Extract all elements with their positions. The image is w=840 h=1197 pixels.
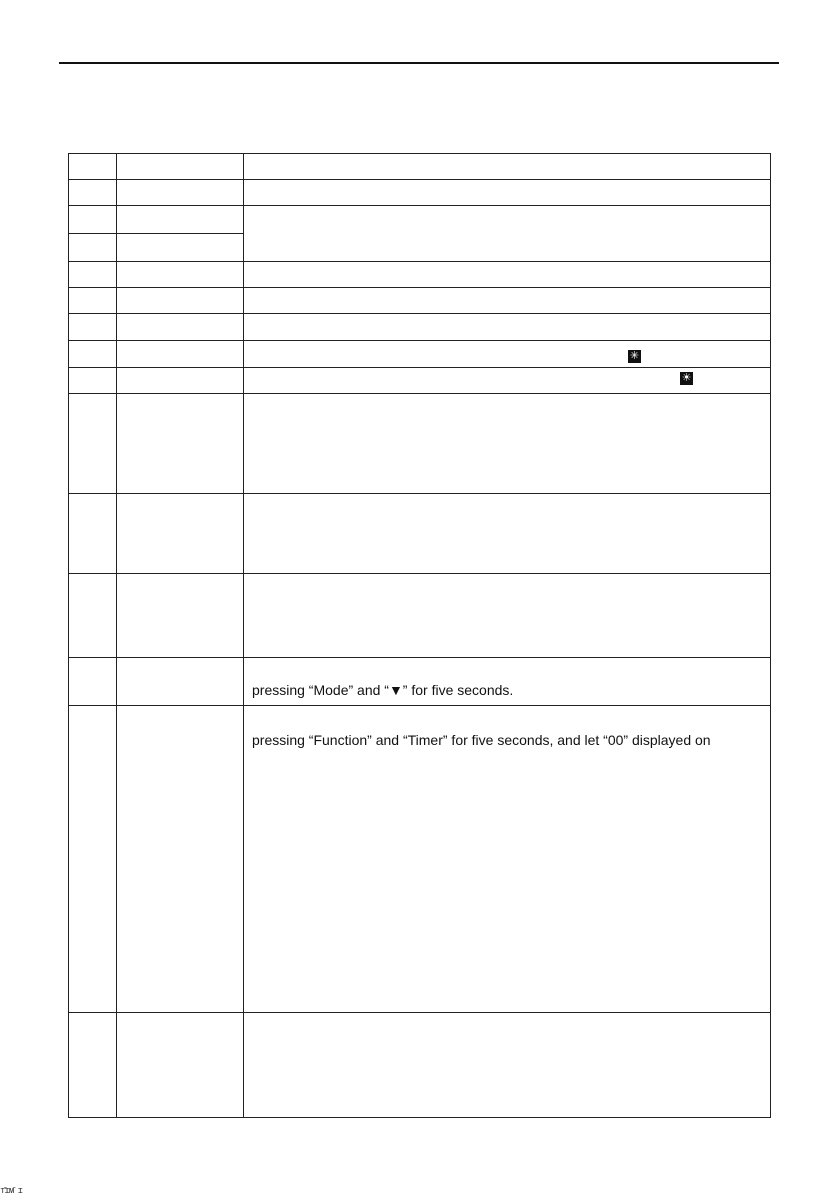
footer-mark: ᴛ̄ɪᴍ̄ ɪ <box>0 1186 23 1196</box>
table-row <box>69 341 771 368</box>
table-row <box>69 206 771 234</box>
header-rule <box>59 62 779 64</box>
table-row <box>69 154 771 180</box>
table-cell <box>244 206 771 262</box>
table-cell <box>117 206 244 234</box>
table-cell <box>69 494 117 574</box>
table-cell <box>244 288 771 314</box>
table-cell <box>69 314 117 341</box>
table-cell <box>244 494 771 574</box>
table-cell <box>244 180 771 206</box>
table-cell <box>117 288 244 314</box>
table-cell <box>69 394 117 494</box>
table-cell <box>69 706 117 1013</box>
table-row <box>69 262 771 288</box>
table-cell <box>69 154 117 180</box>
sun-icon: ☀ <box>681 372 692 384</box>
table-cell <box>244 1013 771 1118</box>
table-cell <box>117 1013 244 1118</box>
table-cell <box>69 658 117 706</box>
cell-text: pressing “Function” and “Timer” for five seconds, and let “00” displayed on <box>252 732 711 748</box>
table-cell <box>69 234 117 262</box>
table-cell <box>117 494 244 574</box>
table-cell <box>244 154 771 180</box>
table-cell <box>244 341 771 368</box>
table-cell <box>244 574 771 658</box>
table-cell <box>117 314 244 341</box>
table-cell <box>117 394 244 494</box>
table-row <box>69 706 771 1013</box>
table-cell <box>69 262 117 288</box>
table-cell <box>244 706 771 1013</box>
table-row <box>69 314 771 341</box>
table-row <box>69 394 771 494</box>
table-cell <box>69 368 117 394</box>
spec-table <box>68 153 771 1118</box>
table-cell <box>69 288 117 314</box>
table-cell <box>244 262 771 288</box>
table-row <box>69 658 771 706</box>
table-row <box>69 494 771 574</box>
table-row <box>69 180 771 206</box>
table-cell <box>117 180 244 206</box>
table-cell <box>117 658 244 706</box>
table-cell <box>117 234 244 262</box>
table-cell <box>69 341 117 368</box>
table-cell <box>69 574 117 658</box>
table-cell <box>244 658 771 706</box>
table-cell <box>117 341 244 368</box>
table-cell <box>244 314 771 341</box>
table-row <box>69 574 771 658</box>
table-cell <box>69 180 117 206</box>
table-cell <box>244 394 771 494</box>
table-row <box>69 288 771 314</box>
cell-text: pressing “Mode” and “▼” for five seconds. <box>252 682 514 698</box>
table-cell <box>69 206 117 234</box>
table-cell <box>117 574 244 658</box>
snowflake-icon: ✳ <box>629 350 640 362</box>
table-cell <box>117 368 244 394</box>
table-cell <box>69 1013 117 1118</box>
table-row <box>69 1013 771 1118</box>
table-row <box>69 368 771 394</box>
table-cell <box>117 154 244 180</box>
table-cell <box>117 262 244 288</box>
table-cell <box>117 706 244 1013</box>
